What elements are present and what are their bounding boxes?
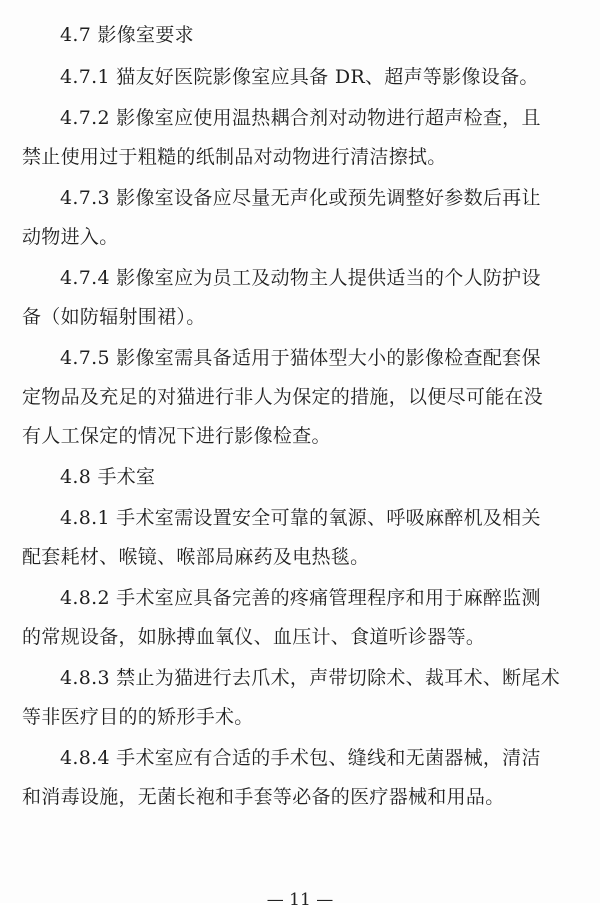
paragraph-first-line [0,183,600,213]
line-text: 4.8.4 手术室应有合适的手术包、缝线和无菌器械，清洁 [60,747,541,769]
line-text: 等非医疗目的的矫形手术。 [22,706,254,728]
paragraph-first-line [0,583,600,613]
line-text: 禁止使用过于粗糙的纸制品对动物进行清洁擦拭。 [22,146,447,168]
section-heading [0,20,600,50]
line-text: 有人工保定的情况下进行影像检查。 [22,425,331,447]
paragraph-continuation-line [0,782,600,812]
line-text: 备（如防辐射围裙）。 [22,306,206,328]
paragraph-continuation-line [0,302,600,332]
paragraph-first-line [0,663,600,693]
paragraph-continuation-line [0,382,600,412]
paragraph-continuation-line [0,702,600,732]
line-text: 4.7.1 猫友好医院影像室应具备 DR、超声等影像设备。 [60,66,539,88]
line-text: 动物进入。 [22,226,119,248]
paragraph-first-line [0,62,600,92]
paragraph-continuation-line [0,421,600,451]
paragraph-first-line [0,103,600,133]
paragraph-continuation-line [0,622,600,652]
line-text: 配套耗材、喉镜、喉部局麻药及电热毯。 [22,546,370,568]
line-text: 4.8 手术室 [60,466,156,488]
line-text: 4.7.4 影像室应为员工及动物主人提供适当的个人防护设 [60,267,541,289]
paragraph-first-line [0,343,600,373]
paragraph-continuation-line [0,222,600,252]
line-text: 定物品及充足的对猫进行非人为保定的措施，以便尽可能在没 [22,386,544,408]
line-text: 4.8.2 手术室应具备完善的疼痛管理程序和用于麻醉监测 [60,587,541,609]
line-text: 4.7.5 影像室需具备适用于猫体型大小的影像检查配套保 [60,347,541,369]
page-number: — 11 — [266,890,334,910]
line-text: 4.7.2 影像室应使用温热耦合剂对动物进行超声检查，且 [60,107,541,129]
line-text: 的常规设备，如脉搏血氧仪、血压计、食道听诊器等。 [22,626,486,648]
section-heading [0,462,600,492]
paragraph-continuation-line [0,542,600,572]
line-text: 4.7 影像室要求 [60,24,194,46]
line-text: 4.8.1 手术室需设置安全可靠的氧源、呼吸麻醉机及相关 [60,507,541,529]
paragraph-first-line [0,263,600,293]
line-text: 4.8.3 禁止为猫进行去爪术，声带切除术、裁耳术、断尾术 [60,667,561,689]
line-text: 4.7.3 影像室设备应尽量无声化或预先调整好参数后再让 [60,187,541,209]
paragraph-continuation-line [0,142,600,172]
paragraph-first-line [0,743,600,773]
paragraph-first-line [0,503,600,533]
line-text: 和消毒设施，无菌长袍和手套等必备的医疗器械和用品。 [22,786,505,808]
